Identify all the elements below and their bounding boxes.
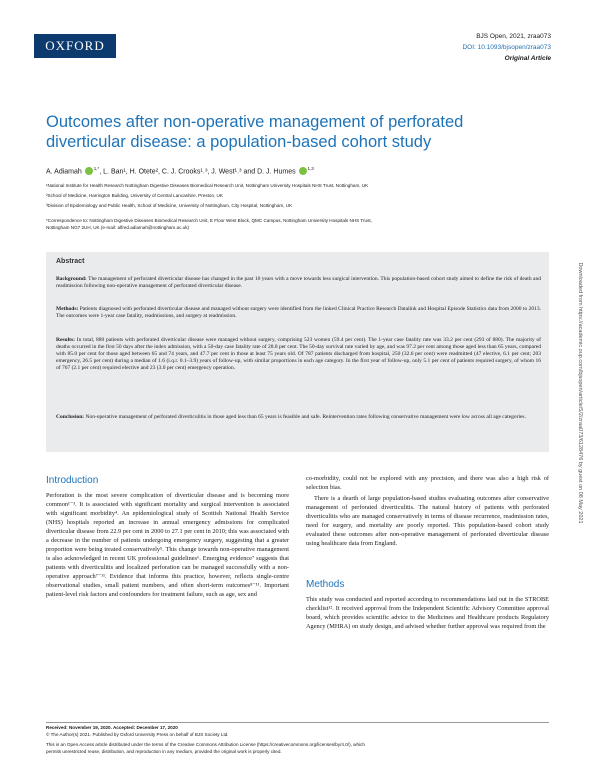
- title-line-2: diverticular disease: a population-based cohort study: [46, 133, 432, 151]
- introduction-heading: Introduction: [46, 475, 99, 486]
- orcid-icon[interactable]: [85, 167, 93, 175]
- background-label: Background:: [56, 276, 87, 282]
- affiliation-1: ¹National Institute for Health Research Nottingham Digestive Diseases Biomedical Research Unit, Nottingham University Hospitals NHS Trust, Nottingham, UK: [46, 183, 369, 188]
- author-first-sup: 1,*: [93, 166, 100, 171]
- abstract-heading: Abstract: [56, 258, 85, 265]
- download-sidebar-text[interactable]: Downloaded from https://academic.oup.com/bjsopen/article/5/2/zraa073/6128476 by guest on 08 May 2021: [577, 262, 583, 524]
- right-col-para-1: co-morbidity, could not be explored with any precision, and there was also a high risk of selection bias.: [306, 475, 549, 491]
- correspondence-line-2[interactable]: Nottingham NG7 2UH, UK (e-mail: alfred.adiamah@nottingham.ac.uk): [46, 225, 190, 230]
- abstract-conclusion: [56, 414, 541, 421]
- author-rest: , L. Ban¹, H. Otete², C. J. Crooks¹˒³, J. West¹˒³ and D. J. Humes: [99, 168, 296, 176]
- conclusion-text: Non-operative management of perforated diverticulitis in those aged less than 65 years is feasible and safe. Reintervention rates following conservative management were low across all age categories.: [85, 414, 526, 420]
- methods-text: Patients diagnosed with perforated diverticular disease and managed without surgery were identified from the linked Clinical Practice Research Datalink and Hospital Episode Statistics data from 2000 to 2013. The outcomes were 1-year case fatality, readmissions, and surgery at readmission.: [56, 306, 542, 320]
- abstract-background: [56, 276, 541, 290]
- results-label: Results:: [56, 337, 75, 343]
- footer-license-2: permits unrestricted reuse, distribution, and reproduction in any medium, provided the original work is properly cited.: [46, 749, 282, 754]
- footer-divider: [46, 722, 549, 723]
- introduction-text: Perforation is the most severe complication of diverticular disease and is becoming more common¹⁻³. It is associated with significant mortality and surgical intervention is associated with significant morbidity⁴. An epidemiological study of Scottish National Health Service (NHS) hospitals reported an increase in annual emergency admissions for complicated diverticular disease from 22.9 per cent in 2000 to 27.1 per cent in 2010; this was associated with a decrease in the number of patients undergoing emergency surgery, suggesting that a greater proportion were being treated conservatively⁵. This change towards non-operative management is also acknowledged in recent UK professional guidelines⁶. Emerging evidence⁷ suggests that patients with diverticulitis and localized perforation can be managed successfully with a non-operative approach⁷⁻¹¹. Evidence that informs this practice, however, reflects single-centre observational studies, small patient numbers, and often short-term outcomes⁸⁻¹¹. Important patient-level risk factors and confounders for treatment failure, such as age, sex and: [46, 492, 289, 598]
- methods-heading: Methods: [306, 579, 345, 590]
- author-list: [46, 166, 314, 175]
- conclusion-label: Conclusion:: [56, 414, 85, 420]
- author-last-sup: 1,3: [307, 166, 314, 171]
- article-title: [46, 112, 486, 152]
- affiliation-2: ²School of Medicine, Harrington Building, University of Central Lancashire, Preston, UK: [46, 193, 223, 198]
- download-sidebar[interactable]: [576, 200, 586, 590]
- title-line-1: Outcomes after non-operative management of perforated: [46, 113, 464, 131]
- journal-citation: BJS Open, 2021, zraa073: [476, 33, 551, 40]
- oxford-logo[interactable]: OXFORD: [34, 34, 116, 58]
- correspondence-line-1: *Correspondence to: Nottingham Digestive Diseases Biomedical Research Unit, E Floor West Block, QMC Campus, Nottingham University Hospitals NHS Trust,: [46, 218, 372, 223]
- methods-label: Methods:: [56, 306, 79, 312]
- background-text: The management of perforated diverticular disease has changed in the past 10 years with a move towards less surgical intervention. This population-based cohort study aimed to define the risk of death and readmission following non-operative management of perforated diverticular disease.: [56, 276, 541, 290]
- right-col-para-2: There is a dearth of large population-based studies evaluating outcomes after conservative management of perforated diverticulitis. The natural history of patients with perforated diverticulitis who are managed conservatively in terms of disease recurrence, readmission rates, need for surgery, and mortality are poorly reported. This population-based cohort study evaluated these outcomes after non-operative management of perforated diverticular disease using healthcare data from England.: [306, 495, 549, 547]
- methods-body-text: This study was conducted and reported according to recommendations laid out in the STROBE checklist¹². It received approval from the Independent Scientific Advisory Committee approval board, which provides scientific advice to the Medicines and Healthcare products Regulatory Agency (MHRA) on study design, and advised whether further approval was required from the: [306, 596, 549, 630]
- footer-copyright: © The Author(s) 2021. Published by Oxford University Press on behalf of BJS Society Ltd.: [46, 732, 229, 737]
- orcid-icon[interactable]: [299, 167, 307, 175]
- abstract-results: [56, 337, 541, 372]
- footer-license-1[interactable]: This is an Open Access article distributed under the terms of the Creative Commons Attribution License (https://creativecommons.org/licenses/by/4.0/), which: [46, 742, 365, 747]
- abstract-methods: [56, 306, 541, 320]
- author-first[interactable]: A. Adiamah: [46, 168, 82, 176]
- affiliation-3: ³Division of Epidemiology and Public Health, School of Medicine, University of Nottingham, City Hospital, Nottingham, UK: [46, 203, 293, 208]
- results-text: In total, 880 patients with perforated diverticular disease were managed without surgery, comprising 523 women (59.4 per cent). The 1-year case fatality rate was 33.2 per cent (293 of 880). The majority of deaths occurred in the first 50 days after the index admission, with a 50-day case fatality rate of 28.8 per cent. The 50-day survival rate varied by age, and was 97.2 per cent among those aged less than 65 years, compared with 85.0 per cent for those aged between 65 and 74 years, and 47.7 per cent in those at least 75 years old. Of 787 patients discharged from hospital, 250 (32.6 per cent) were readmitted (47 elective, 6.1 per cent; 203 emergency, 26.5 per cent) during a median of 1.6 (i.q.r. 0.1–3.9) years of follow-up, with similar proportions in each age category. In the first year of follow-up, only 5.1 per cent of patients required surgery, of whom 16 of 767 (2.1 per cent) required elective and 23 (3.0 per cent) emergency operation.: [56, 337, 541, 372]
- article-type: Original Article: [504, 55, 551, 62]
- doi-link[interactable]: DOI: 10.1093/bjsopen/zraa073: [462, 44, 551, 51]
- footer-received: Received: November 19, 2020. Accepted: December 17, 2020: [46, 725, 178, 730]
